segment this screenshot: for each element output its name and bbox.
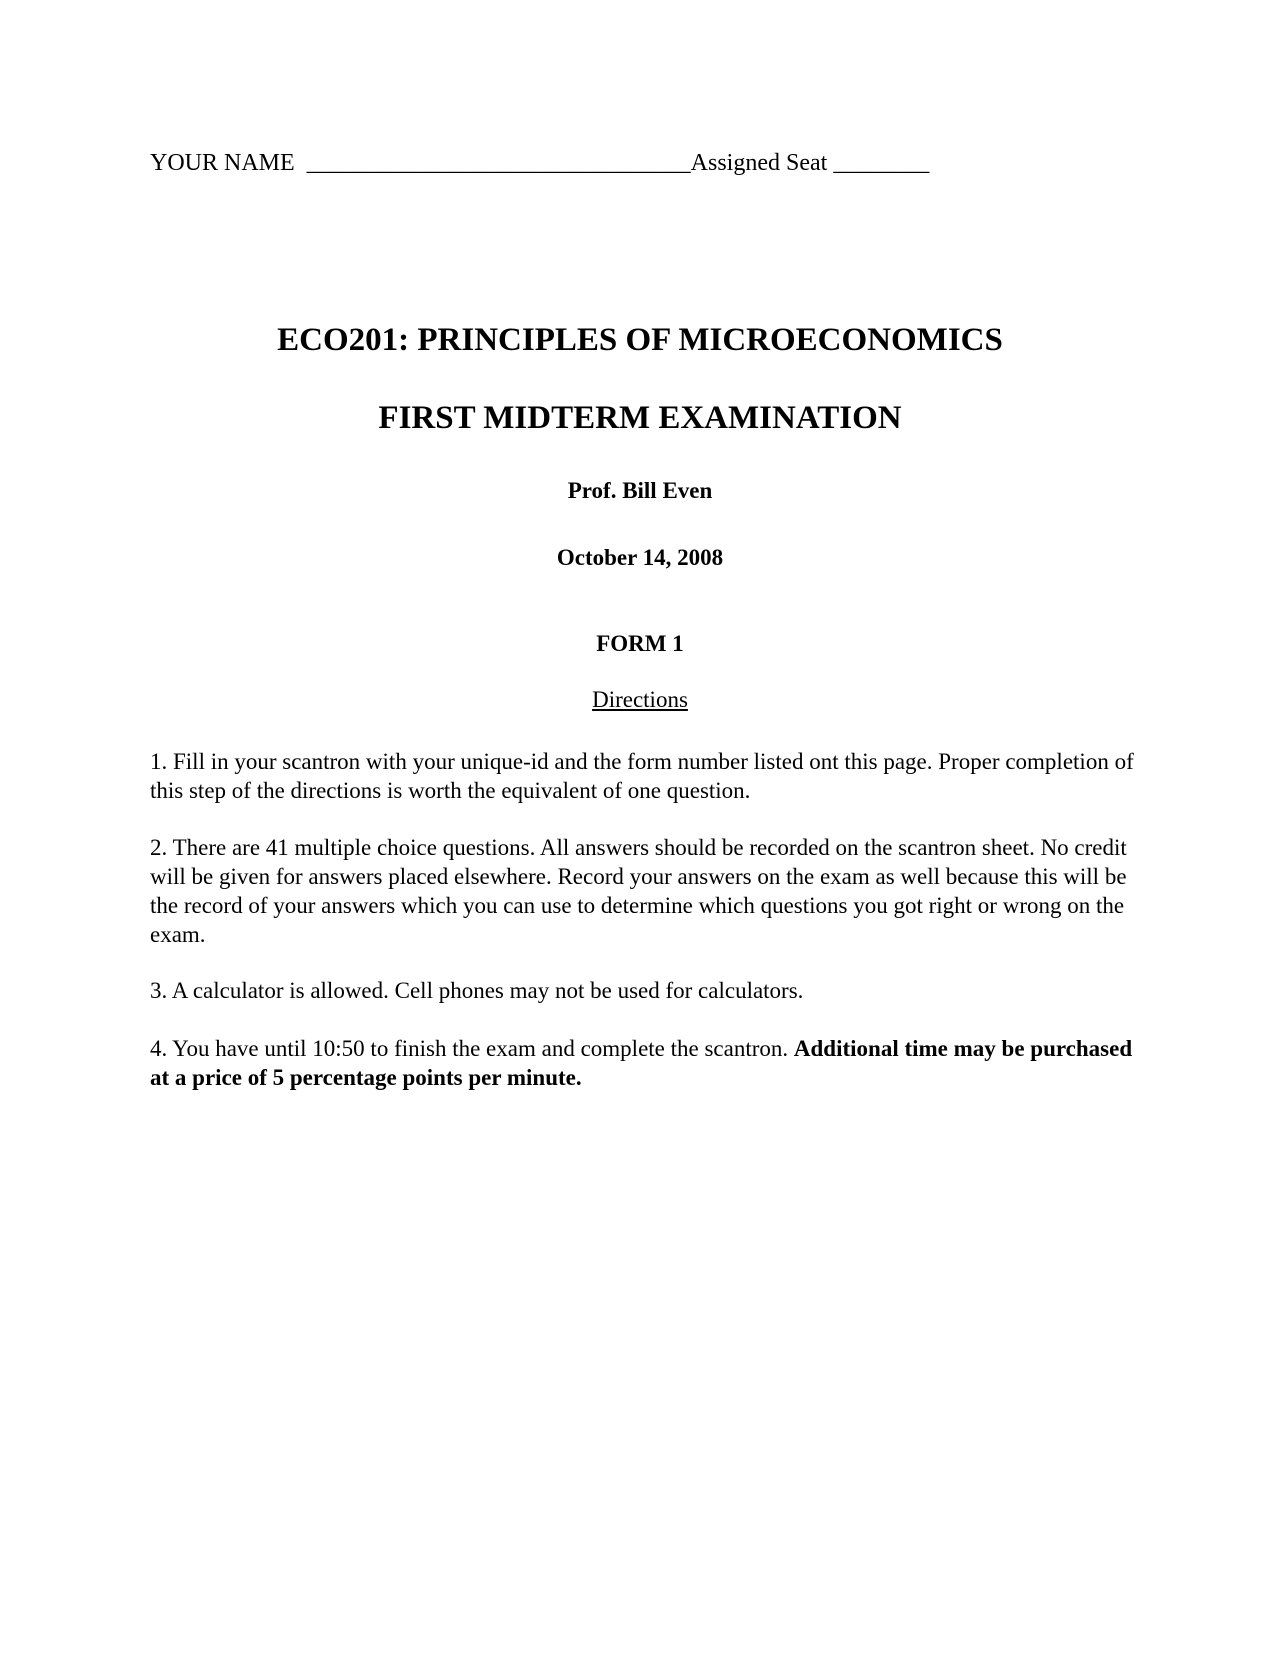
seat-label: Assigned Seat [690, 150, 828, 176]
name-blank: ________________________________ [306, 150, 691, 176]
direction-item-2: 2. There are 41 multiple choice questions. All answers should be recorded on the scantron sheet. No credit will be given for answers placed elsewhere. Record your answers on the exam as well because this will be the record of your answers which you can use to determine which questions you got right or wrong on the exam. [150, 835, 1127, 947]
direction-item-4-text: 4. You have until 10:50 to finish the exam and complete the scantron. [150, 1036, 794, 1061]
directions-heading: Directions [592, 687, 688, 712]
name-seat-line [150, 148, 929, 178]
direction-item-4 [150, 1034, 1135, 1092]
direction-item-1: 1. Fill in your scantron with your unique-id and the form number listed ont this page. Proper completion of this step of the directions is worth the equivalent of one question. [150, 749, 1134, 803]
exam-title: FIRST MIDTERM EXAMINATION [378, 400, 902, 436]
seat-blank: ________ [833, 150, 930, 176]
course-title: ECO201: PRINCIPLES OF MICROECONOMICS [277, 322, 1003, 358]
form-number: FORM 1 [596, 631, 684, 656]
professor-name: Prof. Bill Even [567, 478, 713, 503]
exam-date: October 14, 2008 [556, 545, 724, 570]
direction-item-4-bold: Additional time may be purchased at a price of 5 percentage points per minute. [150, 1036, 1133, 1090]
direction-item-3: 3. A calculator is allowed. Cell phones may not be used for calculators. [150, 978, 804, 1003]
name-label: YOUR NAME [150, 150, 295, 176]
